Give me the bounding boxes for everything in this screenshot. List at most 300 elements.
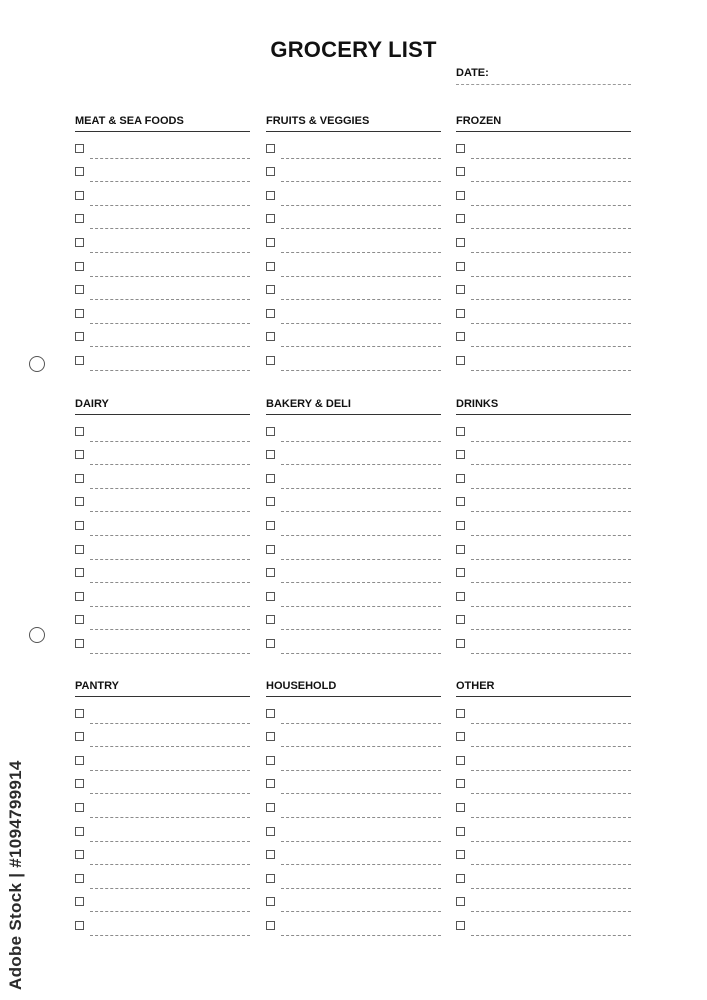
- list-item: [456, 820, 631, 844]
- section-heading: OTHER: [456, 679, 631, 697]
- checkbox[interactable]: [266, 709, 275, 718]
- list-item: [456, 867, 631, 891]
- list-item: [75, 184, 250, 208]
- section-heading: BAKERY & DELI: [266, 397, 441, 415]
- list-item: [266, 231, 441, 255]
- item-write-line[interactable]: [281, 276, 441, 277]
- checkbox[interactable]: [456, 874, 465, 883]
- item-write-line[interactable]: [90, 746, 250, 747]
- checkbox[interactable]: [456, 474, 465, 483]
- checkbox[interactable]: [75, 214, 84, 223]
- checkbox[interactable]: [266, 332, 275, 341]
- item-list: [75, 420, 250, 656]
- checkbox[interactable]: [456, 615, 465, 624]
- item-write-line[interactable]: [471, 370, 631, 371]
- checkbox[interactable]: [75, 921, 84, 930]
- item-write-line[interactable]: [281, 864, 441, 865]
- checkbox[interactable]: [266, 827, 275, 836]
- list-item: [266, 208, 441, 232]
- item-write-line[interactable]: [471, 793, 631, 794]
- item-write-line[interactable]: [281, 723, 441, 724]
- item-list: [75, 702, 250, 938]
- checkbox[interactable]: [266, 921, 275, 930]
- list-item: [266, 137, 441, 161]
- checkbox[interactable]: [75, 779, 84, 788]
- item-write-line[interactable]: [281, 228, 441, 229]
- item-write-line[interactable]: [471, 723, 631, 724]
- list-item: [456, 231, 631, 255]
- item-write-line[interactable]: [90, 276, 250, 277]
- list-item: [456, 302, 631, 326]
- item-write-line[interactable]: [471, 817, 631, 818]
- list-item: [75, 279, 250, 303]
- item-write-line[interactable]: [90, 205, 250, 206]
- section-other: [456, 679, 631, 938]
- list-item: [75, 467, 250, 491]
- list-item: [266, 609, 441, 633]
- list-item: [456, 467, 631, 491]
- checkbox[interactable]: [75, 874, 84, 883]
- item-write-line[interactable]: [281, 252, 441, 253]
- list-item: [266, 326, 441, 350]
- item-write-line[interactable]: [281, 793, 441, 794]
- list-item: [75, 844, 250, 868]
- checkbox[interactable]: [266, 521, 275, 530]
- checkbox[interactable]: [266, 191, 275, 200]
- item-write-line[interactable]: [281, 511, 441, 512]
- list-item: [75, 891, 250, 915]
- item-write-line[interactable]: [281, 653, 441, 654]
- list-item: [266, 184, 441, 208]
- list-item: [456, 891, 631, 915]
- item-write-line[interactable]: [281, 205, 441, 206]
- item-list: [75, 137, 250, 373]
- item-write-line[interactable]: [90, 158, 250, 159]
- item-write-line[interactable]: [90, 606, 250, 607]
- checkbox[interactable]: [266, 450, 275, 459]
- list-item: [266, 585, 441, 609]
- checkbox[interactable]: [266, 238, 275, 247]
- list-item: [266, 255, 441, 279]
- page-title: GROCERY LIST: [270, 37, 437, 62]
- list-item: [75, 231, 250, 255]
- checkbox[interactable]: [266, 568, 275, 577]
- item-write-line[interactable]: [90, 841, 250, 842]
- list-item: [266, 726, 441, 750]
- checkbox[interactable]: [456, 732, 465, 741]
- checkbox[interactable]: [266, 427, 275, 436]
- item-write-line[interactable]: [90, 723, 250, 724]
- item-list: [266, 137, 441, 373]
- item-list: [456, 702, 631, 938]
- checkbox[interactable]: [456, 285, 465, 294]
- list-item: [75, 632, 250, 656]
- date-field[interactable]: [456, 67, 631, 85]
- item-list: [266, 702, 441, 938]
- item-write-line[interactable]: [281, 559, 441, 560]
- section-heading: MEAT & SEA FOODS: [75, 114, 250, 132]
- item-write-line[interactable]: [90, 911, 250, 912]
- checkbox[interactable]: [266, 803, 275, 812]
- checkbox[interactable]: [75, 803, 84, 812]
- list-item: [75, 867, 250, 891]
- checkbox[interactable]: [266, 545, 275, 554]
- list-item: [456, 773, 631, 797]
- section-heading: PANTRY: [75, 679, 250, 697]
- item-write-line[interactable]: [471, 653, 631, 654]
- item-write-line[interactable]: [281, 299, 441, 300]
- item-write-line[interactable]: [281, 935, 441, 936]
- list-item: [266, 302, 441, 326]
- list-item: [75, 349, 250, 373]
- checkbox[interactable]: [266, 592, 275, 601]
- item-write-line[interactable]: [471, 511, 631, 512]
- item-write-line[interactable]: [281, 746, 441, 747]
- checkbox[interactable]: [456, 497, 465, 506]
- checkbox[interactable]: [266, 474, 275, 483]
- list-item: [266, 444, 441, 468]
- checkbox[interactable]: [456, 450, 465, 459]
- item-write-line[interactable]: [471, 535, 631, 536]
- list-item: [266, 867, 441, 891]
- checkbox[interactable]: [75, 144, 84, 153]
- list-item: [75, 538, 250, 562]
- item-list: [456, 420, 631, 656]
- item-write-line[interactable]: [471, 488, 631, 489]
- list-item: [75, 562, 250, 586]
- checkbox[interactable]: [75, 450, 84, 459]
- list-item: [456, 914, 631, 938]
- item-write-line[interactable]: [90, 770, 250, 771]
- list-item: [266, 349, 441, 373]
- section-frozen: [456, 114, 631, 373]
- checkbox[interactable]: [266, 779, 275, 788]
- list-item: [75, 161, 250, 185]
- list-item: [75, 514, 250, 538]
- checkbox[interactable]: [456, 427, 465, 436]
- list-item: [456, 255, 631, 279]
- checkbox[interactable]: [456, 238, 465, 247]
- section-heading: FRUITS & VEGGIES: [266, 114, 441, 132]
- item-write-line[interactable]: [281, 370, 441, 371]
- list-item: [75, 609, 250, 633]
- item-write-line[interactable]: [90, 299, 250, 300]
- checkbox[interactable]: [456, 167, 465, 176]
- checkbox[interactable]: [75, 592, 84, 601]
- list-item: [75, 726, 250, 750]
- list-item: [266, 538, 441, 562]
- checkbox[interactable]: [266, 356, 275, 365]
- checkbox[interactable]: [266, 214, 275, 223]
- list-item: [456, 420, 631, 444]
- list-item: [456, 444, 631, 468]
- item-write-line[interactable]: [281, 888, 441, 889]
- checkbox[interactable]: [75, 756, 84, 765]
- checkbox[interactable]: [266, 285, 275, 294]
- list-item: [456, 726, 631, 750]
- list-item: [75, 491, 250, 515]
- list-item: [456, 184, 631, 208]
- checkbox[interactable]: [75, 497, 84, 506]
- item-write-line[interactable]: [90, 488, 250, 489]
- item-write-line[interactable]: [90, 228, 250, 229]
- checkbox[interactable]: [75, 897, 84, 906]
- item-write-line[interactable]: [471, 629, 631, 630]
- checkbox[interactable]: [75, 732, 84, 741]
- section-drinks: [456, 397, 631, 656]
- item-write-line[interactable]: [471, 323, 631, 324]
- list-item: [266, 562, 441, 586]
- checkbox[interactable]: [266, 874, 275, 883]
- item-write-line[interactable]: [281, 841, 441, 842]
- checkbox[interactable]: [456, 144, 465, 153]
- checkbox[interactable]: [456, 921, 465, 930]
- item-write-line[interactable]: [471, 464, 631, 465]
- checkbox[interactable]: [266, 850, 275, 859]
- checkbox[interactable]: [456, 356, 465, 365]
- section-household: [266, 679, 441, 938]
- item-write-line[interactable]: [281, 770, 441, 771]
- item-write-line[interactable]: [90, 653, 250, 654]
- section-heading: DRINKS: [456, 397, 631, 415]
- checkbox[interactable]: [75, 850, 84, 859]
- list-item: [266, 467, 441, 491]
- item-write-line[interactable]: [281, 464, 441, 465]
- section-heading: HOUSEHOLD: [266, 679, 441, 697]
- item-write-line[interactable]: [90, 441, 250, 442]
- item-write-line[interactable]: [90, 935, 250, 936]
- item-write-line[interactable]: [471, 911, 631, 912]
- item-write-line[interactable]: [281, 158, 441, 159]
- checkbox[interactable]: [266, 639, 275, 648]
- item-write-line[interactable]: [281, 441, 441, 442]
- checkbox[interactable]: [75, 191, 84, 200]
- checkbox[interactable]: [75, 545, 84, 554]
- list-item: [456, 749, 631, 773]
- checkbox[interactable]: [75, 827, 84, 836]
- list-item: [456, 279, 631, 303]
- item-write-line[interactable]: [90, 535, 250, 536]
- list-item: [266, 749, 441, 773]
- item-write-line[interactable]: [90, 181, 250, 182]
- list-item: [456, 491, 631, 515]
- checkbox[interactable]: [75, 427, 84, 436]
- checkbox[interactable]: [75, 639, 84, 648]
- checkbox[interactable]: [456, 191, 465, 200]
- list-item: [266, 161, 441, 185]
- item-write-line[interactable]: [90, 252, 250, 253]
- list-item: [456, 349, 631, 373]
- checkbox[interactable]: [456, 850, 465, 859]
- item-write-line[interactable]: [90, 370, 250, 371]
- checkbox[interactable]: [266, 144, 275, 153]
- list-item: [456, 514, 631, 538]
- list-item: [266, 702, 441, 726]
- item-write-line[interactable]: [471, 582, 631, 583]
- section-meat-sea-foods: [75, 114, 250, 373]
- list-item: [75, 914, 250, 938]
- item-write-line[interactable]: [471, 181, 631, 182]
- checkbox[interactable]: [75, 474, 84, 483]
- list-item: [75, 420, 250, 444]
- item-write-line[interactable]: [471, 746, 631, 747]
- list-item: [75, 702, 250, 726]
- item-write-line[interactable]: [471, 299, 631, 300]
- list-item: [456, 208, 631, 232]
- checkbox[interactable]: [75, 332, 84, 341]
- checkbox[interactable]: [266, 167, 275, 176]
- list-item: [266, 914, 441, 938]
- date-write-line[interactable]: [456, 84, 631, 85]
- checkbox[interactable]: [75, 356, 84, 365]
- checkbox[interactable]: [75, 709, 84, 718]
- item-write-line[interactable]: [281, 629, 441, 630]
- list-item: [456, 796, 631, 820]
- checkbox[interactable]: [75, 262, 84, 271]
- checkbox[interactable]: [456, 827, 465, 836]
- checkbox[interactable]: [266, 497, 275, 506]
- list-item: [456, 137, 631, 161]
- checkbox[interactable]: [456, 803, 465, 812]
- item-write-line[interactable]: [281, 582, 441, 583]
- item-write-line[interactable]: [471, 252, 631, 253]
- item-write-line[interactable]: [471, 888, 631, 889]
- item-write-line[interactable]: [471, 606, 631, 607]
- list-item: [266, 820, 441, 844]
- item-write-line[interactable]: [90, 793, 250, 794]
- checkbox[interactable]: [456, 779, 465, 788]
- list-item: [456, 585, 631, 609]
- item-write-line[interactable]: [281, 535, 441, 536]
- item-write-line[interactable]: [281, 488, 441, 489]
- list-item: [266, 514, 441, 538]
- item-write-line[interactable]: [471, 935, 631, 936]
- item-write-line[interactable]: [281, 911, 441, 912]
- checkbox[interactable]: [456, 709, 465, 718]
- checkbox[interactable]: [75, 238, 84, 247]
- list-item: [266, 491, 441, 515]
- section-heading: FROZEN: [456, 114, 631, 132]
- list-item: [266, 844, 441, 868]
- list-item: [75, 796, 250, 820]
- item-write-line[interactable]: [471, 346, 631, 347]
- item-write-line[interactable]: [281, 606, 441, 607]
- date-label: DATE:: [456, 67, 489, 79]
- item-write-line[interactable]: [90, 346, 250, 347]
- section-fruits-veggies: [266, 114, 441, 373]
- punch-hole-bottom: [29, 627, 45, 643]
- item-write-line[interactable]: [90, 629, 250, 630]
- checkbox[interactable]: [75, 521, 84, 530]
- checkbox[interactable]: [456, 545, 465, 554]
- item-write-line[interactable]: [90, 323, 250, 324]
- item-write-line[interactable]: [471, 158, 631, 159]
- item-write-line[interactable]: [471, 228, 631, 229]
- item-write-line[interactable]: [90, 582, 250, 583]
- checkbox[interactable]: [266, 262, 275, 271]
- checkbox[interactable]: [266, 897, 275, 906]
- list-item: [266, 420, 441, 444]
- list-item: [75, 255, 250, 279]
- list-item: [75, 137, 250, 161]
- checkbox[interactable]: [75, 309, 84, 318]
- checkbox[interactable]: [456, 592, 465, 601]
- item-write-line[interactable]: [90, 817, 250, 818]
- list-item: [456, 632, 631, 656]
- checkbox[interactable]: [75, 615, 84, 624]
- item-write-line[interactable]: [281, 181, 441, 182]
- list-item: [75, 773, 250, 797]
- item-write-line[interactable]: [471, 559, 631, 560]
- item-write-line[interactable]: [471, 770, 631, 771]
- list-item: [75, 302, 250, 326]
- item-write-line[interactable]: [90, 464, 250, 465]
- stock-watermark-id: Adobe Stock | #1094799914: [6, 760, 25, 990]
- item-write-line[interactable]: [471, 205, 631, 206]
- item-write-line[interactable]: [471, 441, 631, 442]
- item-write-line[interactable]: [471, 276, 631, 277]
- checkbox[interactable]: [456, 568, 465, 577]
- item-write-line[interactable]: [90, 864, 250, 865]
- checkbox[interactable]: [266, 309, 275, 318]
- list-item: [75, 749, 250, 773]
- checkbox[interactable]: [456, 756, 465, 765]
- list-item: [456, 562, 631, 586]
- list-item: [75, 326, 250, 350]
- checkbox[interactable]: [456, 639, 465, 648]
- list-item: [456, 609, 631, 633]
- list-item: [456, 326, 631, 350]
- list-item: [266, 891, 441, 915]
- item-list: [266, 420, 441, 656]
- section-dairy: [75, 397, 250, 656]
- checkbox[interactable]: [456, 262, 465, 271]
- item-write-line[interactable]: [90, 888, 250, 889]
- item-write-line[interactable]: [281, 817, 441, 818]
- section-heading: DAIRY: [75, 397, 250, 415]
- list-item: [75, 444, 250, 468]
- list-item: [456, 702, 631, 726]
- item-write-line[interactable]: [281, 346, 441, 347]
- checkbox[interactable]: [266, 615, 275, 624]
- checkbox[interactable]: [75, 167, 84, 176]
- item-write-line[interactable]: [471, 841, 631, 842]
- checkbox[interactable]: [266, 732, 275, 741]
- list-item: [456, 538, 631, 562]
- checkbox[interactable]: [456, 309, 465, 318]
- item-write-line[interactable]: [471, 864, 631, 865]
- list-item: [266, 632, 441, 656]
- list-item: [266, 279, 441, 303]
- section-bakery-deli: [266, 397, 441, 656]
- list-item: [75, 208, 250, 232]
- item-write-line[interactable]: [90, 559, 250, 560]
- checkbox[interactable]: [456, 214, 465, 223]
- list-item: [266, 773, 441, 797]
- checkbox[interactable]: [456, 332, 465, 341]
- checkbox[interactable]: [266, 756, 275, 765]
- checkbox[interactable]: [75, 568, 84, 577]
- list-item: [75, 820, 250, 844]
- list-item: [456, 161, 631, 185]
- punch-hole-top: [29, 356, 45, 372]
- checkbox[interactable]: [456, 897, 465, 906]
- checkbox[interactable]: [75, 285, 84, 294]
- checkbox[interactable]: [456, 521, 465, 530]
- list-item: [266, 796, 441, 820]
- item-write-line[interactable]: [90, 511, 250, 512]
- item-write-line[interactable]: [281, 323, 441, 324]
